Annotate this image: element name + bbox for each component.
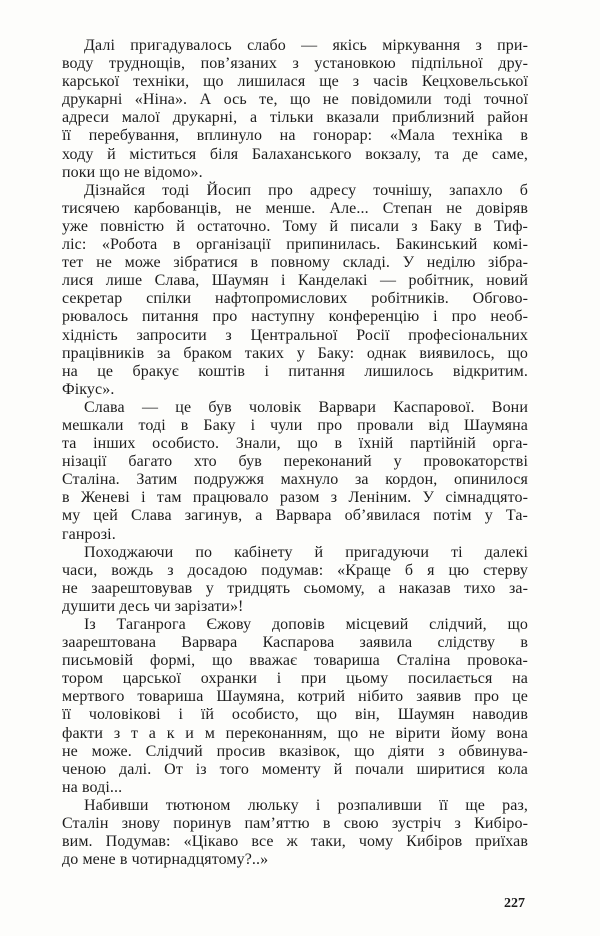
page-number: 227 bbox=[504, 896, 525, 911]
text-line: Сталіна. Затим подружжя махнуло за кордон, опинилося bbox=[62, 471, 528, 489]
text-line: друкарні «Ніна». А ось те, що не повідомили тоді точної bbox=[62, 91, 528, 109]
text-line: на це бракує коштів і питання лишилось відкритим. bbox=[62, 362, 528, 380]
text-line: тором царської охранки і при цьому посилається на bbox=[62, 670, 528, 688]
text-line: та інших особисто. Знали, що в їхній партійній орга- bbox=[62, 435, 528, 453]
text-line: му цей Слава загинув, а Варвара об’явилася потім у Та- bbox=[62, 507, 528, 525]
text-line: ліс: «Робота в організації припинилась. Бакинський комі- bbox=[62, 236, 528, 254]
text-line: Сталін знову поринув пам’яттю в свою зустріч з Кибіро- bbox=[62, 815, 528, 833]
text-line: на воді... bbox=[62, 778, 123, 796]
text-line: Дізнайся тоді Йосип про адресу точнішу, запахло б bbox=[84, 181, 528, 199]
text-line: не заарештовував у тридцять сьомому, а наказав тихо за- bbox=[62, 579, 528, 597]
text-line: часи, вождь з досадою подумав: «Краще б я цю стерву bbox=[62, 561, 528, 579]
text-line: Далі пригадувалось слабо — якісь міркування з при- bbox=[84, 37, 528, 54]
text-line: в Женеві і там працювало разом з Леніним. У сімнадцято- bbox=[62, 489, 528, 507]
paragraph bbox=[62, 797, 528, 869]
text-line: ченою далі. От із того моменту й почали ширитися кола bbox=[62, 760, 528, 778]
text-line: Фікус». bbox=[62, 380, 115, 398]
text-line: секретар спілки нафтопромислових робітників. Обгово- bbox=[62, 290, 528, 308]
text-line: не може. Слідчий просив вказівок, що діяти з обвинува- bbox=[62, 742, 528, 760]
text-line: поки що не відомо». bbox=[62, 163, 203, 181]
text-line: її чоловікові і їй особисто, що він, Шаумян наводив bbox=[62, 706, 528, 724]
text-line: Із Таганрога Єжову доповів місцевий слідчий, що bbox=[84, 616, 528, 633]
paragraph bbox=[62, 616, 528, 797]
text-line: факти з т а к и м переконанням, що не вірити йому вона bbox=[62, 724, 528, 742]
text-line: адреси малої друкарні, а тільки вказали приблизний район bbox=[62, 109, 528, 127]
paragraph bbox=[62, 544, 528, 616]
text-line: її перебування, вплинуло на гонорар: «Мала техніка в bbox=[62, 127, 528, 145]
text-line: уже повністю й остаточно. Тому й писали з Баку в Тиф- bbox=[62, 217, 528, 235]
text-line: лися лише Слава, Шаумян і Канделакі — робітник, новий bbox=[62, 272, 528, 290]
text-line: письмовій формі, що вважає товариша Сталіна провока- bbox=[62, 652, 528, 670]
text-line: мешкали тоді в Баку і чули про провали від Шаумяна bbox=[62, 416, 528, 434]
text-line: вим. Подумав: «Цікаво все ж таки, чому Кибіров приїхав bbox=[62, 833, 528, 851]
text-line: Походжаючи по кабінету й пригадуючи ті далекі bbox=[84, 543, 528, 561]
text-line: рювалось питання про наступну конференцію і про необ- bbox=[62, 308, 528, 326]
text-line: тисячею карбованців, не менше. Але... Степан не довіряв bbox=[62, 199, 528, 217]
text-line: воду труднощів, пов’язаних з установкою підпільної дру- bbox=[62, 55, 528, 73]
text-line: нізації багато хто був переконаний у провокаторстві bbox=[62, 453, 528, 471]
text-line: ходу й міститься біля Балаханського вокзалу, та де саме, bbox=[62, 145, 528, 163]
paragraph bbox=[62, 182, 528, 399]
text-line: душити десь чи зарізати»! bbox=[62, 597, 244, 615]
text-line: ганрозі. bbox=[62, 525, 116, 543]
text-line: хідність запросити з Центральної Росії професіональних bbox=[62, 326, 528, 344]
text-line: працівників за браком таких у Баку: однак виявилось, що bbox=[62, 344, 528, 362]
text-line: мертвого товариша Шаумяна, котрий нібито заявив про це bbox=[62, 688, 528, 706]
paragraph bbox=[62, 399, 528, 544]
text-line: заарештована Варвара Каспарова заявила слідству в bbox=[62, 634, 528, 652]
paragraph bbox=[62, 37, 528, 182]
text-line: Слава — це був чоловік Варвари Каспарової. Вони bbox=[84, 398, 528, 416]
text-line: до мене в чотирнадцятому?..» bbox=[62, 851, 269, 869]
book-page-text bbox=[62, 37, 528, 869]
text-line: карської техніки, що лишилася ще з часів Кецховельської bbox=[62, 73, 528, 91]
text-line: тет не може зібратися в повному складі. У неділю зібра- bbox=[62, 254, 528, 272]
text-line: Набивши тютюном люльку і розпаливши її ще раз, bbox=[84, 796, 528, 814]
